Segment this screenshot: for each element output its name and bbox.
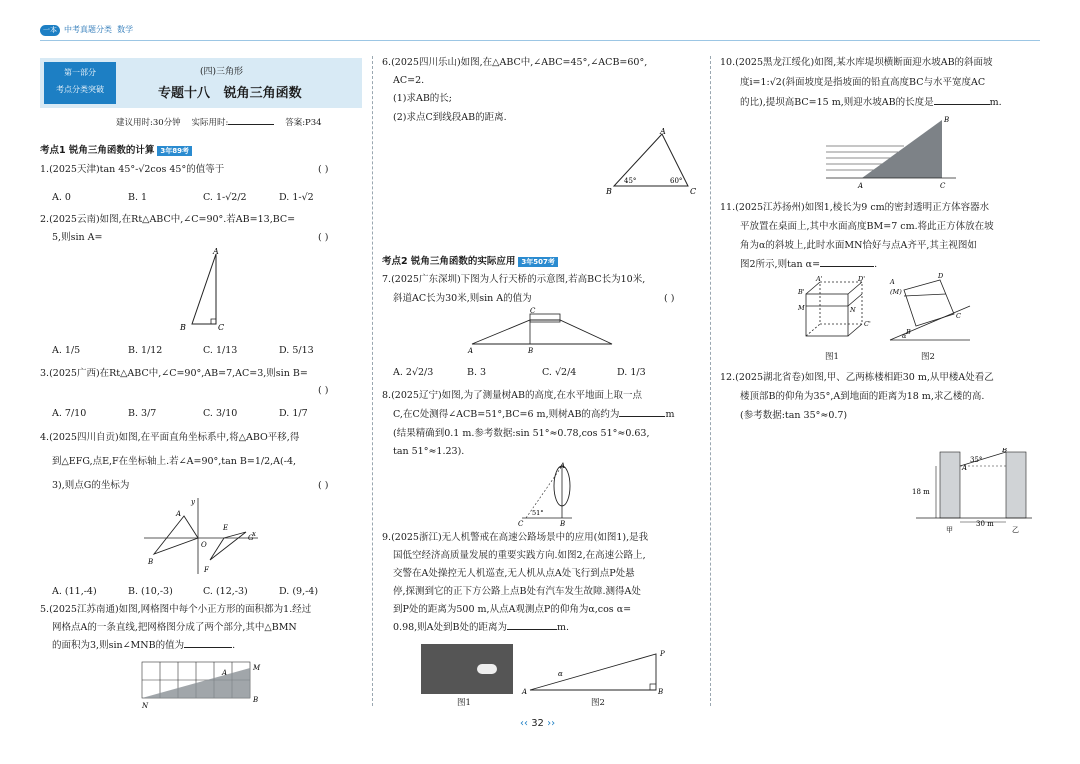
q11-label-n: N: [850, 306, 856, 314]
q10-line1: 10.(2025黑龙江绥化)如图,某水库堤坝横断面迎水坡AB的斜面坡: [720, 57, 993, 68]
q1-option-a: A. 0: [52, 192, 71, 203]
q11-fig1-caption: 图1: [825, 352, 839, 362]
page-number: ‹‹ 32 ››: [520, 718, 556, 729]
q4-label-a: A: [176, 510, 182, 518]
kp1-heading: 考点1 锐角三角函数的计算 3年89考: [40, 141, 192, 160]
kp2-heading: 考点2 锐角三角函数的实际应用 3年507考: [382, 252, 558, 271]
q4-label-g: G: [248, 534, 254, 542]
q11-label-d: D: [938, 272, 944, 280]
q1-option-b: B. 1: [128, 192, 148, 203]
q6-line1: 6.(2025四川乐山)如图,在△ABC中,∠ABC=45°,∠ACB=60°,: [382, 57, 648, 68]
q2-label-c: C: [218, 323, 225, 332]
q5-line3: 的面积为3,则sin∠MNB的值为 .: [52, 636, 235, 655]
column-divider-2: [710, 56, 711, 706]
q4-line3: 3),则点G的坐标为: [52, 480, 130, 491]
q12-line2: 楼顶部B的仰角为35°,A到地面的距离为18 m,求乙楼的高.: [740, 391, 985, 402]
q9-drone-icon: [477, 664, 497, 674]
q2-line1: 2.(2025云南)如图,在Rt△ABC中,∠C=90°.若AB=13,BC=: [40, 214, 296, 225]
q3-option-b: B. 3/7: [128, 408, 157, 419]
q11-label-m-2: (M): [890, 288, 902, 296]
q10-label-c: C: [940, 182, 946, 190]
q5-grid-figure: [138, 658, 266, 710]
q7-option-d: D. 1/3: [617, 367, 646, 378]
q6-triangle-figure: [604, 126, 700, 196]
q9-fig1-caption: 图1: [457, 698, 471, 708]
q7-bridge-figure: [464, 306, 616, 356]
q7-line2: 斜道AC长为30米,则sin A的值为: [393, 293, 532, 304]
part-label: 第一部分 考点分类突破: [44, 62, 116, 104]
q9-label-b: B: [658, 688, 664, 696]
q11-cube-figure: [796, 274, 874, 346]
q8-label-a: A: [560, 462, 566, 470]
q1-answer-paren: ( ): [318, 164, 329, 175]
q2-label-a: A: [213, 247, 219, 256]
q8-line4: tan 51°≈1.23).: [393, 446, 465, 457]
q7-option-a: A. 2√2/3: [393, 367, 434, 378]
q1-option-d: D. 1-√2: [279, 192, 314, 203]
q4-line1: 4.(2025四川自贡)如图,在平面直角坐标系中,将△ABO平移,得: [40, 432, 300, 443]
q8-label-c: C: [518, 520, 524, 528]
q11-line2: 平放置在桌面上,其中水面高度BM=7 cm.将此正方体放在坡: [740, 221, 994, 232]
q9-line4: 停,探测到它的正下方公路上点B处有汽车发生故障.测得A处: [393, 586, 641, 597]
q8-line2: C,在C处测得∠ACB=51°,BC=6 m,则树AB的高约为 m: [393, 405, 674, 424]
q5-line2: 网格点A的一条直线,把网格图分成了两个部分,其中△BMN: [52, 622, 297, 633]
q3-answer-paren: ( ): [318, 385, 329, 396]
q9-line3: 交警在A处操控无人机巡查,无人机从点A处飞行到点P处悬: [393, 568, 635, 579]
q2-answer-paren: ( ): [318, 232, 329, 243]
q9-label-a: A: [522, 688, 528, 696]
header-rule: [40, 40, 1040, 41]
q4-label-e: E: [223, 524, 229, 532]
q12-label-a: A: [962, 464, 968, 472]
q12-buildings-figure: [912, 448, 1038, 534]
q8-line3: (结果精确到0.1 m.参考数据:sin 51°≈0.78,cos 51°≈0.63,: [393, 428, 650, 439]
q7-option-c: C. √2/4: [542, 367, 577, 378]
q9-label-p: P: [660, 650, 665, 658]
q3-option-a: A. 7/10: [52, 408, 87, 419]
q6-line4: (2)求点C到线段AB的距离.: [393, 112, 507, 123]
q2-label-b: B: [180, 323, 186, 332]
q12-line1: 12.(2025湖北省卷)如图,甲、乙两栋楼相距30 m,从甲楼A处看乙: [720, 372, 994, 383]
q4-label-o: O: [201, 541, 207, 549]
q11-label-b: B: [906, 328, 911, 336]
q9-line6: 0.98,则A处到B处的距离为 m.: [393, 618, 569, 637]
q6-angle-b: 45°: [624, 177, 637, 185]
q4-option-b: B. (10,-3): [128, 586, 173, 597]
q11-fig2-caption: 图2: [921, 352, 935, 362]
q9-fig2-caption: 图2: [591, 698, 605, 708]
q4-label-f: F: [204, 566, 209, 574]
topic-title: 专题十八 锐角三角函数: [158, 86, 302, 101]
q11-label-alpha: α: [902, 332, 907, 340]
column-divider-1: [372, 56, 373, 706]
q2-option-d: D. 5/13: [279, 345, 314, 356]
q9-line5: 到P处的距离为500 m,从点A观测点P的仰角为α,cos α=: [393, 604, 632, 615]
unit-label: (四)三角形: [200, 67, 244, 77]
q1-stem: 1.(2025天津)tan 45°-√2cos 45°的值等于: [40, 164, 225, 175]
q8-label-b: B: [560, 520, 566, 528]
q11-label-a-prime: A': [816, 275, 823, 283]
q11-label-m: M: [798, 304, 805, 312]
q1-option-c: C. 1-√2/2: [203, 192, 247, 203]
q7-line1: 7.(2025广东深圳)下图为人行天桥的示意图,若高BC长为10米,: [382, 274, 646, 285]
time-meta: 建议用时:30分钟 实际用时: 答案:P34: [116, 114, 322, 133]
q11-label-c-prime: C': [864, 320, 871, 328]
q2-triangle-figure: [178, 246, 234, 334]
q3-option-c: C. 3/10: [203, 408, 238, 419]
q6-line2: AC=2.: [393, 75, 425, 86]
q4-option-d: D. (9,-4): [279, 586, 319, 597]
q9-drone-photo: [421, 644, 513, 694]
q7-answer-paren: ( ): [664, 293, 675, 304]
q5-label-b: B: [253, 696, 259, 704]
q5-label-m: M: [253, 664, 261, 672]
q5-line1: 5.(2025江苏南通)如图,网格图中每个小正方形的面积都为1.经过: [40, 604, 312, 615]
q11-label-b-prime: B': [798, 288, 805, 296]
q4-label-b: B: [148, 558, 154, 566]
q11-label-a-2: A: [890, 278, 895, 286]
q6-label-c: C: [690, 187, 697, 196]
q9-line2: 国低空经济高质量发展的重要实践方向.如图2,在高速公路上,: [393, 550, 646, 561]
q8-tree-figure: [512, 460, 582, 528]
q6-label-a: A: [660, 127, 666, 136]
q10-line2: 度i=1:√2(斜面坡度是指坡面的铅直高度BC与水平宽度AC: [740, 77, 986, 88]
q12-height: 18 m: [912, 488, 930, 496]
q4-option-a: A. (11,-4): [52, 586, 97, 597]
q8-line1: 8.(2025辽宁)如图,为了测量树AB的高度,在水平地面上取一点: [382, 390, 643, 401]
q10-line3: 的比),提坝高BC=15 m,则迎水坡AB的长度是 m.: [740, 93, 1002, 112]
q7-label-a: A: [468, 347, 474, 355]
q4-option-c: C. (12,-3): [203, 586, 248, 597]
q3-stem: 3.(2025广西)在Rt△ABC中,∠C=90°,AB=7,AC=3,则sin B=: [40, 368, 308, 379]
q10-label-a: A: [858, 182, 864, 190]
q12-building-yi: 乙: [1012, 526, 1019, 534]
q11-line1: 11.(2025江苏扬州)如图1,棱长为9 cm的密封透明正方体容器水: [720, 202, 990, 213]
header-series: 中考真题分类 数学: [64, 25, 134, 34]
q11-line3: 角为α的斜坡上,此时水面MN恰好与点A齐平,其主视图如: [740, 240, 977, 251]
q12-distance: 30 m: [976, 520, 994, 528]
brand-badge: 一本: [40, 25, 60, 36]
q7-label-b: B: [528, 347, 534, 355]
q10-label-b: B: [944, 116, 950, 124]
q6-label-b: B: [606, 187, 612, 196]
q9-angle-figure: [518, 644, 676, 696]
q12-angle: 35°: [970, 456, 983, 464]
q6-angle-c: 60°: [670, 177, 683, 185]
q4-coordinate-figure: [140, 494, 262, 578]
q7-option-b: B. 3: [467, 367, 487, 378]
q12-building-jia: 甲: [946, 526, 953, 534]
q2-option-c: C. 1/13: [203, 345, 238, 356]
q11-line4: 图2所示,则tan α= .: [740, 255, 877, 274]
q4-line2: 到△EFG,点E,F在坐标轴上.若∠A=90°,tan B=1/2,A(-4,: [52, 456, 297, 467]
q8-angle-c: 51°: [532, 509, 544, 517]
q5-label-a: A: [222, 669, 228, 677]
q2-option-b: B. 1/12: [128, 345, 163, 356]
q9-line1: 9.(2025浙江)无人机警戒在高速公路场景中的应用(如图1),是我: [382, 532, 649, 543]
q4-label-y: y: [191, 498, 195, 506]
q12-label-b: B: [1002, 448, 1008, 454]
q11-slope-figure: [886, 270, 974, 346]
q11-label-c: C: [956, 312, 961, 320]
q7-label-c: C: [530, 307, 536, 315]
q4-label-x: x: [252, 530, 256, 538]
q12-line3: (参考数据:tan 35°≈0.7): [740, 410, 848, 421]
q6-line3: (1)求AB的长;: [393, 93, 452, 104]
q11-label-d-prime: D': [858, 275, 865, 283]
q4-answer-paren: ( ): [318, 480, 329, 491]
topic-banner: [40, 58, 362, 108]
q2-line2: 5,则sin A=: [52, 232, 103, 243]
q10-dam-figure: [822, 116, 962, 192]
q3-option-d: D. 1/7: [279, 408, 308, 419]
q5-label-n: N: [142, 702, 149, 710]
q9-label-alpha: α: [558, 670, 563, 678]
q2-option-a: A. 1/5: [52, 345, 81, 356]
